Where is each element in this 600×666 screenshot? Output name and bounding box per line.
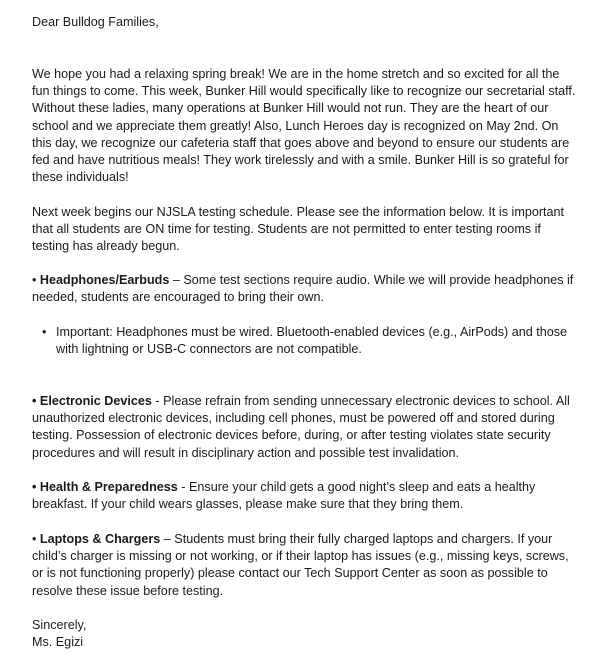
bullet-text: – Some test sections require audio. While we will provide headphones if needed, students are encouraged to bring their own. (32, 273, 574, 305)
paragraph-testing-schedule: Next week begins our NJSLA testing schedule. Please see the information below. It is important that all students are ON time for testing. Students are not permitted to enter testing rooms if testing has already begun. (32, 205, 565, 254)
bullet-text: – Students must bring their fully charged laptops and chargers. If your child’s charger is missing or not working, or if their laptop has issues (e.g., missing keys, screws, or is not functioning properly) please contact our Tech Support Center as soon as possible to resolve these issue before testing. (32, 532, 569, 598)
bullet-marker: • (32, 273, 37, 287)
bullet-marker: • (32, 480, 37, 494)
bullet-title: Headphones/Earbuds (39, 273, 170, 287)
bullet-title: Laptops & Chargers (39, 532, 161, 546)
paragraph-spring-break: We hope you had a relaxing spring break! We are in the home stretch and so excited for all the fun things to come. This week, Bunker Hill would specifically like to recognize our secretarial staff. Without these ladies, many operations at Bunker Hill would not run. They are the heart of our school and we appreciate them greatly! Also, Lunch Heroes day is recognized on May 2nd. On this day, we recognize our cafeteria staff that goes above and beyond to ensure our students are fed and have nutritious meals! They work tirelessly and with a smile. Bunker Hill is so grateful for these individuals! (32, 67, 576, 185)
sub-bullet-text: Important: Headphones must be wired. Bluetooth-enabled devices (e.g., AirPods) and those with lightning or USB-C connectors are not compatible. (56, 325, 568, 357)
sub-bullet-headphones-important (42, 324, 571, 358)
bullet-electronic-devices (32, 393, 577, 462)
bullet-text: - Please refrain from sending unnecessary electronic devices to school. All unauthorized electronic devices, including cell phones, must be powered off and stored during testing. Possession of electronic devices before, during, or after testing violates state security procedures and will result in disciplinary action and possible test invalidation. (32, 394, 570, 460)
bullet-title: Health & Preparedness (39, 480, 178, 494)
greeting: Dear Bulldog Families, (32, 15, 159, 29)
bullet-marker: • (32, 532, 37, 546)
signature-name: Ms. Egizi (32, 635, 84, 649)
bullet-text: - Ensure your child gets a good night’s sleep and eats a healthy breakfast. If your child wears glasses, please make sure that they bring them. (32, 480, 536, 512)
bullet-laptops-chargers (32, 531, 577, 600)
closing: Sincerely, (32, 618, 87, 632)
bullet-title: Electronic Devices (39, 394, 152, 408)
sub-bullet-marker: • (42, 325, 47, 339)
bullet-health-preparedness (32, 479, 577, 513)
bullet-headphones (32, 272, 577, 306)
bullet-marker: • (32, 394, 37, 408)
